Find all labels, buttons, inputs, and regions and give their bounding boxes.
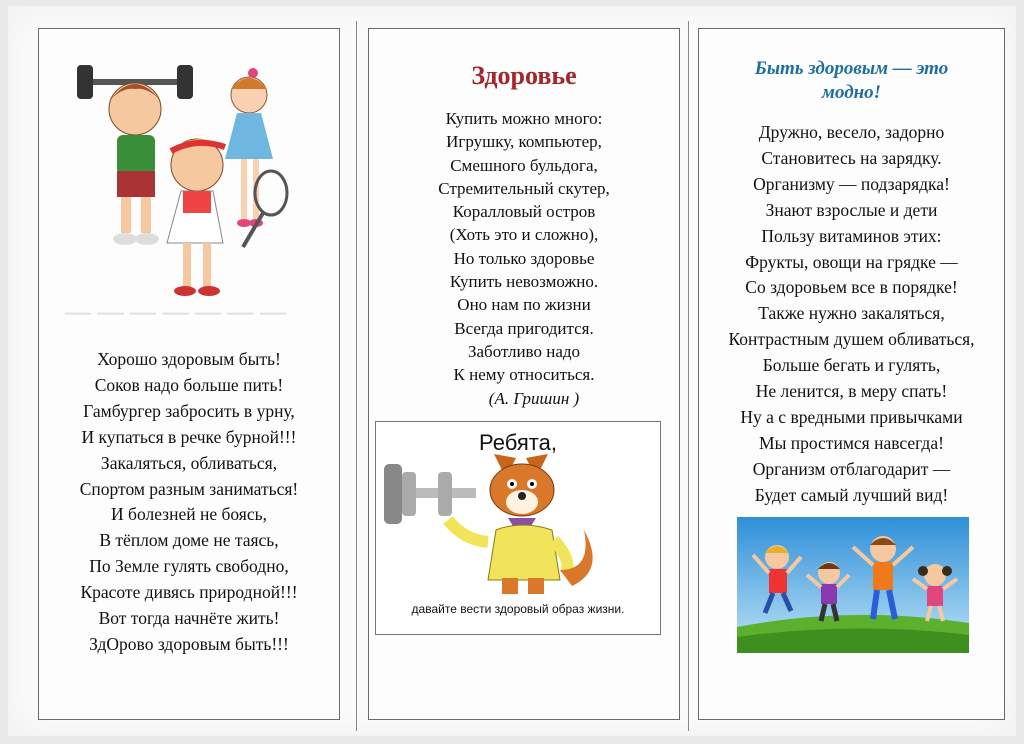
poem-line: Мы простимся навсегда! — [759, 432, 944, 453]
poem-right — [699, 120, 1004, 509]
poem-line: Хорошо здоровым быть! — [97, 349, 281, 369]
fold-line-left — [356, 21, 357, 731]
panel-right — [698, 28, 1005, 720]
panel-left — [38, 28, 340, 720]
jumping-kids-illustration — [737, 517, 969, 653]
poem-line: Также нужно закаляться, — [758, 303, 945, 324]
poem-line: Красоте дивясь природной!!! — [80, 582, 298, 603]
poem-line: Организм отблагодарит — — [752, 458, 951, 479]
poem-line: Стремительный скутер, — [438, 178, 610, 198]
poem-left — [39, 347, 339, 658]
poem-title: Здоровье — [471, 61, 577, 90]
poem-line: Контрастным душем обливаться, — [728, 329, 975, 350]
fox-dumbbell-illustration — [376, 450, 660, 600]
motivation-box — [375, 421, 661, 635]
poem-line: Вот тогда начнёте жить! — [98, 608, 280, 629]
poem-line: Ну а с вредными привычками — [740, 406, 963, 427]
poem-line: И купаться в речке бурной!!! — [81, 426, 297, 447]
poem-line: Спортом разным заниматься! — [79, 478, 299, 499]
poem-line: И болезней не боясь, — [111, 504, 267, 525]
poem-line: ЗдОрово здоровым быть!!! — [89, 633, 289, 654]
fold-line-right — [688, 21, 689, 731]
title-line: модно! — [821, 82, 882, 103]
bleed-through-text: — — — — — — — — [65, 297, 286, 326]
poem-line: Оно нам по жизни — [457, 295, 591, 315]
poem-author: (А. Гришин ) — [488, 388, 580, 408]
title-line: Быть здоровым — это — [754, 58, 949, 79]
box-header: Ребята, — [479, 430, 557, 455]
poem-line: Купить невозможно. — [449, 272, 599, 292]
poem-line: Больше бегать и гулять, — [762, 355, 941, 376]
box-caption: давайте вести здоровый образ жизни. — [411, 602, 625, 616]
poem-line: В тёплом доме не таясь, — [99, 530, 279, 551]
poem-line: К нему относиться. — [453, 365, 595, 385]
poem-line: Заботливо надо — [467, 341, 581, 361]
poem-title — [699, 57, 1004, 105]
poem-line: (Хоть это и сложно), — [449, 225, 599, 245]
panel-middle — [368, 28, 680, 720]
poem-line: Будет самый лучший вид! — [754, 484, 949, 505]
sport-kids-illustration — [73, 47, 301, 307]
poem-line: Фрукты, овощи на грядке — — [745, 251, 958, 272]
poem-line: Пользу витаминов этих: — [761, 225, 942, 246]
poem-line: Со здоровьем все в порядке! — [745, 277, 958, 298]
poem-line: Но только здоровье — [453, 248, 595, 268]
poem-line: Закаляться, обливаться, — [100, 452, 278, 473]
poem-line: Дружно, весело, задорно — [758, 122, 945, 142]
poem-line: Не ленится, в меру спать! — [755, 381, 948, 402]
poem-line: Смешного бульдога, — [450, 155, 598, 175]
poem-middle — [369, 107, 679, 410]
brochure-sheet — [8, 6, 1016, 736]
poem-line: Купить можно много: — [445, 109, 603, 128]
poem-line: Становитесь на зарядку. — [761, 147, 942, 168]
poem-line: Гамбургер забросить в урну, — [83, 400, 295, 421]
poem-line: Всегда пригодится. — [454, 318, 594, 338]
poem-line: Организму — подзарядка! — [753, 173, 950, 194]
poem-line: Знают взрослые и дети — [765, 199, 938, 220]
poem-line: Коралловый остров — [452, 202, 596, 222]
poem-line: Игрушку, компьютер, — [446, 132, 602, 152]
poem-line: Соков надо больше пить! — [94, 374, 284, 395]
poem-line: По Земле гулять свободно, — [89, 556, 289, 577]
